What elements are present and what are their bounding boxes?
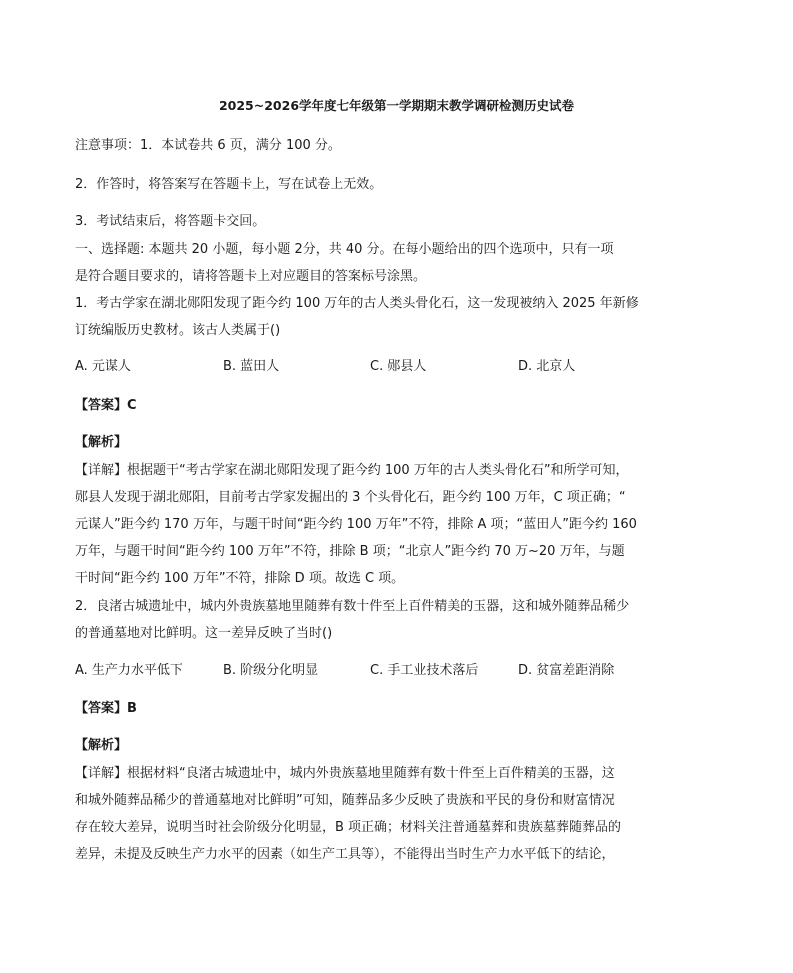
note-3: 3．考试结束后，将答题卡交回。: [75, 214, 266, 229]
q2-option-c: C. 手工业技术落后: [370, 663, 479, 678]
q2-detail-line-3: 存在较大差异，说明当时社会阶级分化明显，B 项正确；材料关注普通墓葬和贵族墓葬随葬品的: [75, 820, 622, 835]
q1-detail-line-3: 元谋人”距今约 170 万年，与题干时间“距今约 100 万年”不符，排除 A 项；“蓝田人”距今约 160: [75, 517, 637, 532]
q1-stem-line-2: 订统编版历史教材。该古人类属于(): [75, 323, 281, 338]
exam-title: 2025~2026学年度七年级第一学期期末教学调研检测历史试卷: [218, 98, 575, 113]
q2-option-d: D. 贫富差距消除: [518, 663, 615, 678]
q2-answer: 【答案】B: [75, 701, 137, 716]
q2-analysis-label: 【解析】: [75, 738, 128, 753]
note-2: 2．作答时，将答案写在答题卡上，写在试卷上无效。: [75, 177, 383, 192]
q2-stem-line-2: 的普通墓地对比鲜明。这一差异反映了当时(): [75, 626, 333, 641]
q1-option-b: B. 蓝田人: [223, 359, 280, 374]
q1-detail-line-2: 郧县人发现于湖北郧阳，目前考古学家发掘出的 3 个头骨化石，距今约 100 万年，C 项正确；“: [75, 490, 626, 505]
q2-detail-line-2: 和城外随葬品稀少的普通墓地对比鲜明”可知，随葬品多少反映了贵族和平民的身份和财富情况: [75, 793, 615, 808]
q1-detail-line-1: 【详解】根据题干“考古学家在湖北郧阳发现了距今约 100 万年的古人类头骨化石”和所学可知，: [75, 463, 629, 478]
q2-option-a: A. 生产力水平低下: [75, 663, 183, 678]
q1-detail-line-4: 万年，与题干时间“距今约 100 万年”不符，排除 B 项；“北京人”距今约 70 万~20 万年，与题: [75, 544, 625, 559]
q1-option-d: D. 北京人: [518, 359, 576, 374]
q1-answer: 【答案】C: [75, 398, 137, 413]
q1-analysis-label: 【解析】: [75, 435, 128, 450]
section-heading-line-2: 是符合题目要求的，请将答题卡上对应题目的答案标号涂黑。: [75, 269, 427, 284]
note-1: 注意事项：1．本试卷共 6 页，满分 100 分。: [75, 138, 341, 153]
q2-option-b: B. 阶级分化明显: [223, 663, 319, 678]
q1-option-c: C. 郧县人: [370, 359, 427, 374]
q2-detail-line-4: 差异，未提及反映生产力水平的因素（如生产工具等），不能得出当时生产力水平低下的结论，: [75, 847, 615, 862]
q2-detail-line-1: 【详解】根据材料“良渚古城遗址中，城内外贵族墓地里随葬有数十件至上百件精美的玉器，这: [75, 766, 615, 781]
q1-option-a: A. 元谋人: [75, 359, 131, 374]
section-heading-line-1: 一、选择题: 本题共 20 小题，每小题 2分，共 40 分。在每小题给出的四个选项中，只有一项: [75, 242, 614, 257]
q1-detail-line-5: 干时间“距今约 100 万年”不符，排除 D 项。故选 C 项。: [75, 571, 405, 586]
q1-stem-line-1: 1．考古学家在湖北郧阳发现了距今约 100 万年的古人类头骨化石，这一发现被纳入 2025 年新修: [75, 296, 639, 311]
q2-stem-line-1: 2．良渚古城遗址中，城内外贵族墓地里随葬有数十件至上百件精美的玉器，这和城外随葬品稀少: [75, 599, 630, 614]
